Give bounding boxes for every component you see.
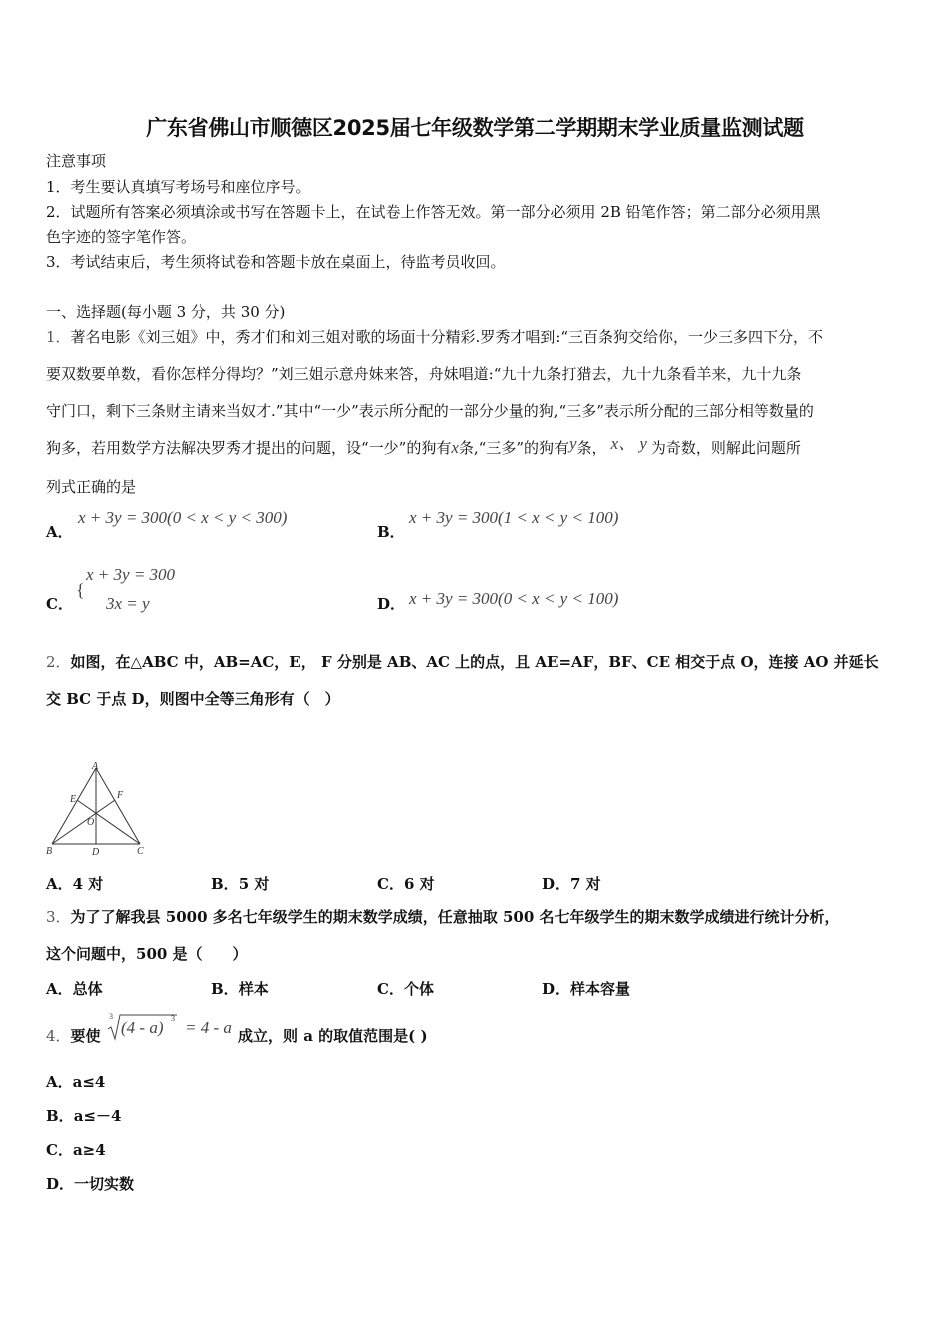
notes-item-2-cont: 色字迹的签字笔作答。	[46, 228, 197, 246]
q3-option-d-label: D．	[542, 980, 571, 998]
q1-line-5: 列式正确的是	[46, 478, 137, 496]
q3-number: 3．	[46, 908, 71, 926]
q3-option-b[interactable]	[211, 979, 269, 999]
line-bf	[52, 800, 115, 844]
q3-option-c-text: 个体	[403, 980, 434, 998]
q1-option-a-label[interactable]: A．	[46, 523, 73, 541]
q4-option-c[interactable]	[46, 1140, 106, 1160]
q2-option-c-text: 6 对	[403, 875, 435, 893]
q3-option-d[interactable]	[542, 979, 630, 999]
q2-option-a-label: A．	[46, 875, 73, 893]
q2-option-b-text: 5 对	[238, 875, 270, 893]
q1-line-2: 要双数要单数，看你怎样分得均？”刘三姐示意舟妹来答，舟妹唱道:“九十九条打猎去，九十九条看羊来，九十九条	[46, 365, 802, 383]
q3-option-a-text: 总体	[72, 980, 103, 998]
notes-item-1: 1．考生要认真填写考场号和座位序号。	[46, 178, 311, 196]
q2-option-c[interactable]	[377, 874, 435, 894]
q4-rhs: = 4 - a	[185, 1018, 232, 1037]
q3-option-c[interactable]	[377, 979, 434, 999]
section-heading: 一、选择题(每小题 3 分，共 30 分)	[46, 303, 286, 321]
q3-option-a-label: A．	[46, 980, 73, 998]
notes-item-3: 3．考试结束后，考生须将试卷和答题卡放在桌面上，待监考员收回。	[46, 253, 506, 271]
q4-post: 成立，则 a 的取值范围是( )	[238, 1027, 428, 1045]
q4-root-index: 3	[109, 1012, 113, 1021]
line-ac	[96, 768, 140, 844]
q4-line	[46, 1026, 101, 1046]
q2-number: 2．	[46, 653, 71, 671]
q1-option-d-expr[interactable]: x + 3y = 300(0 < x < y < 100)	[409, 589, 619, 608]
q3-option-a[interactable]	[46, 979, 103, 999]
q1-option-c-label[interactable]: C．	[46, 595, 73, 613]
q4-option-d[interactable]	[46, 1174, 134, 1194]
q1-var-xy: x、 y	[610, 434, 647, 453]
q3-line-2: 这个问题中，500 是（ ）	[46, 945, 248, 963]
q2-option-c-label: C．	[377, 875, 404, 893]
q1-var-x: x	[451, 438, 459, 457]
q3-option-b-label: B．	[211, 980, 239, 998]
q3-option-d-text: 样本容量	[570, 980, 631, 998]
page-title: 广东省佛山市顺德区2025届七年级数学第二学期期末学业质量监测试题	[146, 116, 804, 140]
q1-option-b-label[interactable]: B．	[377, 523, 405, 541]
q4-exponent: 3	[171, 1014, 175, 1023]
q1-text-4c: 条，	[576, 439, 607, 457]
q4-option-b-label: B．	[46, 1107, 74, 1125]
line-ab	[52, 768, 96, 844]
q4-radicand: (4 - a)	[121, 1018, 164, 1037]
q1-number: 1．	[46, 328, 71, 346]
q1-var-y: y	[569, 434, 577, 453]
q2-line-1	[46, 652, 879, 672]
q4-option-a-label: A．	[46, 1073, 73, 1091]
q4-option-d-label: D．	[46, 1175, 75, 1193]
notes-heading: 注意事项	[46, 152, 107, 170]
q3-option-b-text: 样本	[238, 980, 269, 998]
q1-option-b-expr[interactable]: x + 3y = 300(1 < x < y < 100)	[409, 508, 619, 527]
q1-text-4b: 条,“三多”的狗有	[458, 439, 569, 457]
q2-triangle-figure	[44, 760, 152, 858]
point-a: A	[92, 761, 99, 772]
q1-option-c-brace: {	[76, 580, 85, 600]
point-d: D	[92, 847, 100, 858]
q4-option-c-label: C．	[46, 1141, 73, 1159]
q4-option-c-text: a≥4	[72, 1141, 106, 1159]
q4-option-b[interactable]	[46, 1106, 121, 1126]
q1-option-d-label[interactable]: D．	[377, 595, 406, 613]
q2-option-a-text: 4 对	[72, 875, 104, 893]
q1-text-4d: 为奇数，则解此问题所	[650, 439, 801, 457]
q2-text-1: 如图，在△ABC 中，AB=AC，E， F 分别是 AB、AC 上的点，且 AE=AF，BF、CE 相交于点 O，连接 AO 并延长	[70, 653, 879, 671]
q1-option-a-expr[interactable]: x + 3y = 300(0 < x < y < 300)	[78, 508, 288, 527]
q1-text-4a: 狗多，若用数学方法解决罗秀才提出的问题，设“一少”的狗有	[46, 439, 452, 457]
q2-line-2: 交 BC 于点 D，则图中全等三角形有（ ）	[46, 690, 340, 708]
q1-line-3: 守门口，剩下三条财主请来当奴才.”其中“一少”表示所分配的一部分少量的狗,“三多”表示所分配的三部分相等数量的	[46, 402, 814, 420]
point-o: O	[87, 817, 95, 828]
point-e: E	[70, 794, 77, 805]
q1-text-1: 著名电影《刘三姐》中，秀才们和刘三姐对歌的场面十分精彩.罗秀才唱到:“三百条狗交给你，一少三多四下分，不	[70, 328, 824, 346]
q4-option-b-text: a≤－4	[73, 1107, 122, 1125]
q1-line-4	[46, 434, 801, 458]
q2-option-b-label: B．	[211, 875, 239, 893]
q2-option-b[interactable]	[211, 874, 269, 894]
q2-option-d-text: 7 对	[570, 875, 601, 893]
point-b: B	[46, 846, 53, 857]
q3-line-1	[46, 907, 840, 927]
q4-option-d-text: 一切实数	[74, 1175, 135, 1193]
q3-option-c-label: C．	[377, 980, 404, 998]
q3-text-1: 为了了解我县 5000 多名七年级学生的期末数学成绩，任意抽取 500 名七年级学生的期末数学成绩进行统计分析，	[70, 908, 840, 926]
q2-option-d-label: D．	[542, 875, 571, 893]
q4-pre: 要使	[70, 1027, 101, 1045]
q2-option-a[interactable]	[46, 874, 103, 894]
q1-option-c-eq1[interactable]: x + 3y = 300	[86, 565, 176, 584]
q1-line-1	[46, 327, 823, 347]
q2-option-d[interactable]	[542, 874, 601, 894]
q4-option-a[interactable]	[46, 1072, 105, 1092]
point-f: F	[117, 790, 124, 801]
point-c: C	[137, 846, 144, 857]
q1-option-c-eq2[interactable]: 3x = y	[106, 594, 150, 613]
q4-cube-root-expression	[107, 1012, 237, 1044]
q4-number: 4．	[46, 1027, 71, 1045]
q4-option-a-text: a≤4	[72, 1073, 106, 1091]
notes-item-2: 2．试题所有答案必须填涂或书写在答题卡上，在试卷上作答无效。第一部分必须用 2B 铅笔作答；第二部分必须用黑	[46, 203, 821, 221]
